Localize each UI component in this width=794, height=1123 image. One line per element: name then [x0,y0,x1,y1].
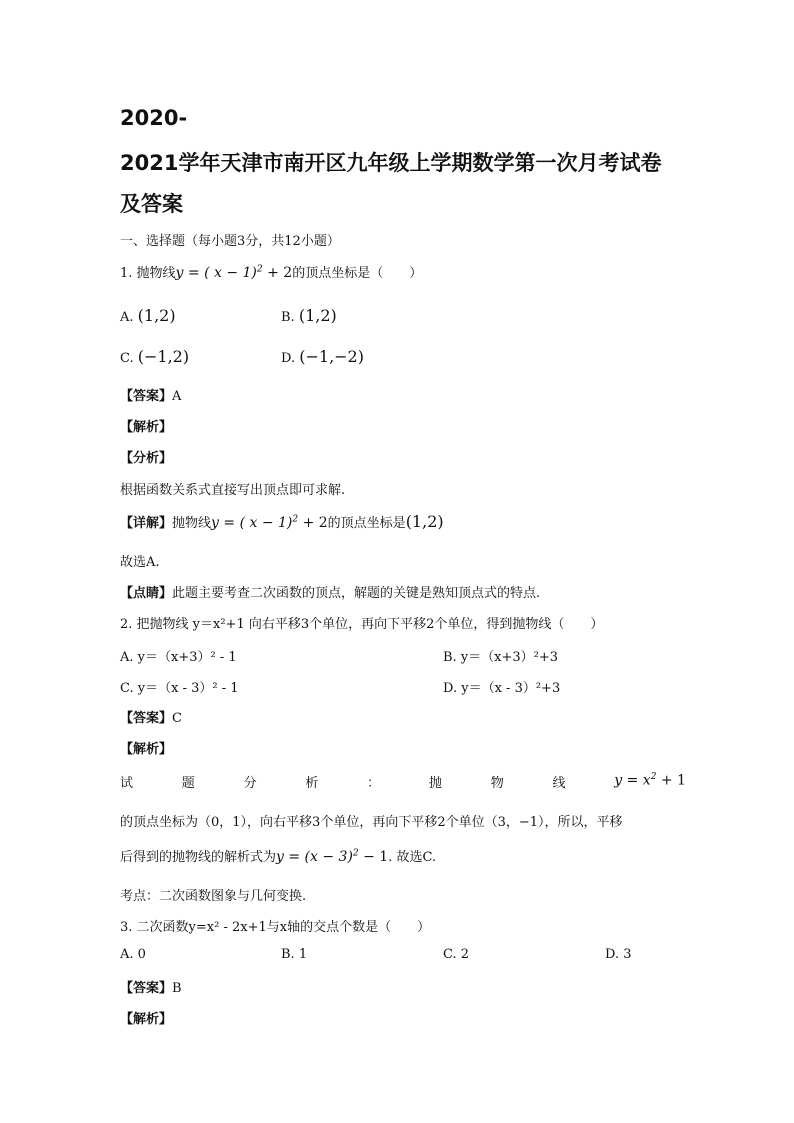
q3-option-b-value: 1 [298,947,308,962]
q1-analysis-label: 【解析】 [120,420,173,435]
q1-detail-expr-exp: 2 [292,514,299,525]
q1-comment [120,582,540,601]
title-line-2: 2021学年天津市南开区九年级上学期数学第一次月考试卷 [120,151,662,175]
q1-option-b-value: (1,2) [298,306,337,325]
q1-option-c-value: (−1,2) [137,347,190,366]
q3-option-c-label: C. [443,947,457,962]
q1-option-d [281,347,364,366]
q2-answer [120,707,182,726]
q3-answer [120,977,182,996]
q1-choose: 故选A. [120,555,160,570]
q2-analysis-line-3-post: . 故选C. [388,850,437,865]
q2-analysis-expr [614,772,686,791]
q2-option-b [443,646,558,665]
q2-analysis-line-3-pre: 后得到的抛物线的解析式为 [120,850,277,865]
q2-answer-label: 【答案】 [120,711,173,726]
q1-detail-pre: 抛物线 [172,516,212,531]
q3-option-d [605,947,632,962]
q1-detail-expr-tail: + 2 [298,515,328,531]
q3-answer-value: B [172,981,182,996]
q1-option-a-label: A. [120,310,134,325]
q2-analysis-line-1 [120,772,686,791]
q2-analysis-expr-tail: + 1 [656,772,686,789]
q2-analysis-word: 题 [181,776,195,791]
q3-answer-label: 【答案】 [120,981,173,996]
q2-analysis-line-3-expr-tail: − 1 [358,849,389,865]
q2-analysis-word: 试 [120,776,134,791]
q2-option-d-value: y＝（x - 3）²+3 [461,681,561,696]
q2-option-a-label: A. [120,650,134,665]
q1-option-b-label: B. [281,310,295,325]
q1-detail [120,512,444,531]
q1-stem-post: 的顶点坐标是（ ） [292,266,423,281]
q2-analysis-label: 【解析】 [120,742,173,757]
q3-option-a-label: A. [120,947,134,962]
q1-expr-base: y = ( x − 1) [175,265,257,281]
q1-fenxi-label: 【分析】 [120,451,173,466]
q1-option-a [120,306,176,325]
q1-detail-post: 的顶点坐标是 [327,516,406,531]
q2-analysis-word: 抛 [428,776,442,791]
q1-detail-expr-base: y = ( x − 1) [211,515,293,531]
q3-option-c [443,947,469,962]
q1-option-b [281,306,337,325]
q2-option-b-label: B. [443,650,457,665]
q2-option-d [443,677,560,696]
q1-comment-label: 【点睛】 [120,586,173,601]
q3-option-a-value: 0 [137,947,146,962]
q2-option-d-label: D. [443,681,458,696]
section-heading: 一、选择题（每小题3分，共12小题） [120,234,340,249]
q2-option-a [120,646,237,665]
q3-option-b [281,947,307,962]
q1-fenxi-text: 根据函数关系式直接写出顶点即可求解. [120,483,346,498]
q1-detail-expr [211,515,328,531]
q1-expr-tail: + 2 [262,265,293,281]
q3-option-d-value: 3 [623,947,632,962]
q1-stem [120,262,422,281]
q2-analysis-word: 物 [490,776,504,791]
q1-option-c-label: C. [120,351,134,366]
q2-analysis-expr-base: y = x [614,772,651,789]
q2-analysis-word: ： [367,776,381,791]
q3-option-b-label: B. [281,947,295,962]
q1-comment-text: 此题主要考查二次函数的顶点，解题的关键是熟知顶点式的特点. [172,586,541,601]
q1-detail-point: (1,2) [405,512,444,531]
title-line-1: 2020- [120,106,188,130]
q2-analysis-line-3-expr-exp: 2 [352,848,359,859]
q2-option-a-value: y＝（x+3）² - 1 [137,650,237,665]
q2-analysis-line-3 [120,846,436,865]
q1-answer-value: A [172,389,182,404]
q2-stem: 2. 把抛物线 y＝x²+1 向右平移3个单位，再向下平移2个单位，得到抛物线（ ） [120,617,604,632]
q1-option-d-value: (−1,−2) [299,347,364,366]
q2-kaodian: 考点：二次函数图象与几何变换. [120,889,307,904]
q3-option-d-label: D. [605,947,620,962]
q1-expr-exp: 2 [256,264,263,275]
q2-option-c [120,677,239,696]
q1-option-a-value: (1,2) [137,306,176,325]
q2-answer-value: C [172,711,182,726]
q2-analysis-word: 线 [552,776,566,791]
q1-stem-pre: 1. 抛物线 [120,266,176,281]
q2-option-c-value: y＝（x - 3）² - 1 [137,681,239,696]
q2-analysis-line-2: 的顶点坐标为（0，1），向右平移3个单位，再向下平移2个单位（3，−1），所以，平移 [120,815,623,830]
q1-detail-label: 【详解】 [120,516,173,531]
q1-option-d-label: D. [281,351,296,366]
title-line-3: 及答案 [120,192,183,216]
q3-analysis-label: 【解析】 [120,1012,173,1027]
q1-answer-label: 【答案】 [120,389,173,404]
q1-answer [120,385,181,404]
q1-option-c [120,347,189,366]
q2-analysis-expr-exp: 2 [650,772,657,782]
q2-analysis-line-3-expr [276,849,388,865]
q3-option-c-value: 2 [460,947,470,962]
q1-expr [176,265,293,281]
q2-option-c-label: C. [120,681,134,696]
q3-option-a [120,947,146,962]
q2-option-b-value: y＝（x+3）²+3 [460,650,559,665]
q2-analysis-line-3-expr-base: y = (x − 3) [276,849,353,865]
q3-stem: 3. 二次函数y=x² - 2x+1与x轴的交点个数是（ ） [120,920,431,935]
q2-analysis-word: 分 [243,776,257,791]
q2-analysis-word: 析 [305,776,319,791]
